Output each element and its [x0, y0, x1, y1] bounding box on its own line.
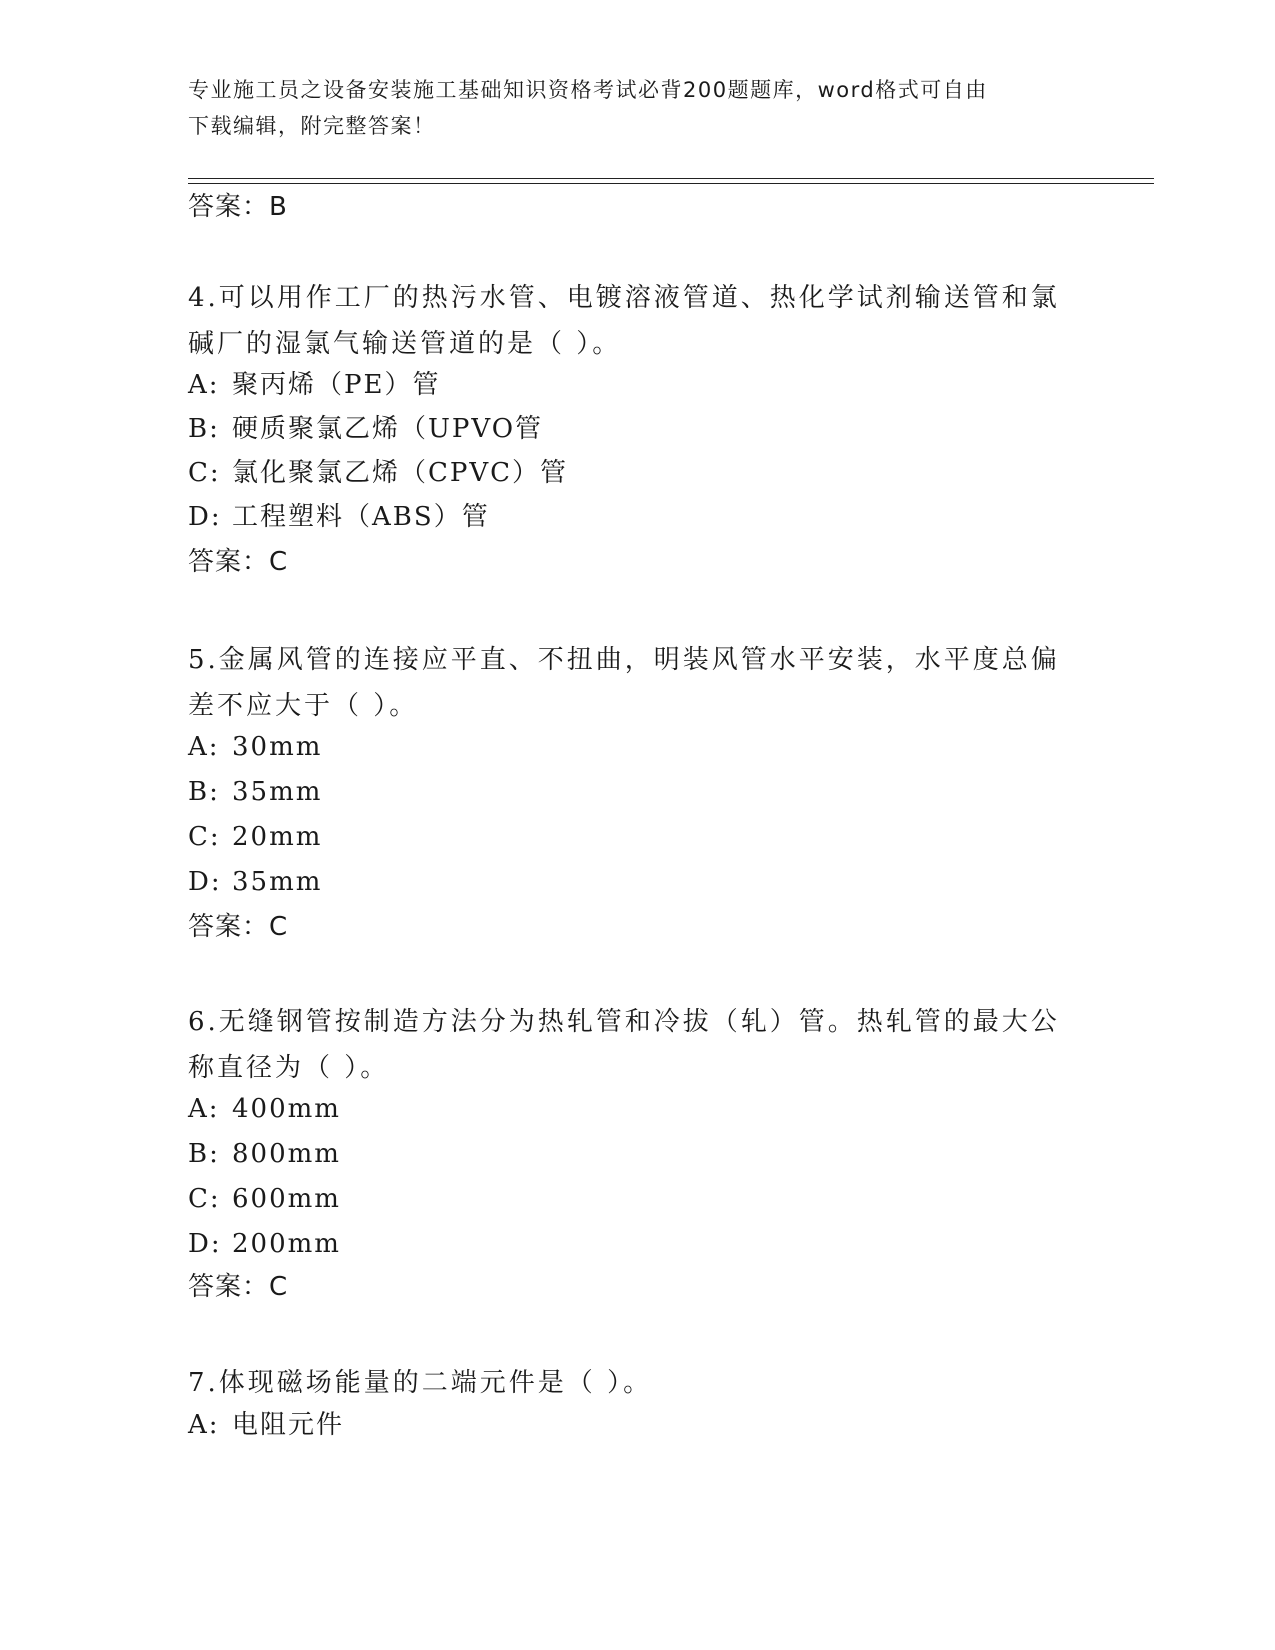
header-line-2: 下载编辑，附完整答案！ — [188, 114, 436, 138]
option-letter: D: — [188, 502, 222, 532]
header-divider-bottom — [188, 183, 1154, 184]
option-c — [188, 1182, 341, 1216]
option-text: 600mm — [232, 1184, 341, 1214]
option-text: 20mm — [232, 822, 323, 852]
option-c — [188, 820, 322, 854]
answer: 答案：C — [188, 1272, 289, 1302]
option-text: 聚丙烯（PE）管 — [232, 370, 441, 400]
option-text: 200mm — [232, 1229, 341, 1259]
question-7 — [188, 1360, 1068, 1406]
option-b — [188, 775, 322, 809]
option-a — [188, 368, 440, 402]
question-text-line: 差不应大于（ ）。 — [188, 691, 419, 721]
option-letter: B: — [188, 1139, 220, 1169]
option-text: 35mm — [232, 777, 323, 807]
option-letter: C: — [188, 1184, 221, 1214]
question-text-line: 7.体现磁场能量的二端元件是（ ）。 — [188, 1368, 653, 1398]
option-text: 工程塑料（ABS）管 — [232, 502, 490, 532]
question-text-line: 碱厂的湿氯气输送管道的是（ ）。 — [188, 329, 622, 359]
option-letter: C: — [188, 822, 221, 852]
option-letter: B: — [188, 777, 220, 807]
header-divider-top — [188, 178, 1154, 179]
option-letter: A: — [188, 370, 220, 400]
option-d — [188, 1227, 341, 1261]
question-text-line: 4.可以用作工厂的热污水管、电镀溶液管道、热化学试剂输送管和氯 — [188, 283, 1060, 313]
option-c — [188, 456, 568, 490]
option-b — [188, 1137, 341, 1171]
option-letter: D: — [188, 1229, 222, 1259]
question-text-line: 5.金属风管的连接应平直、不扭曲，明装风管水平安装，水平度总偏 — [188, 645, 1060, 675]
option-text: 800mm — [232, 1139, 341, 1169]
answer: 答案：C — [188, 547, 289, 577]
header-line-1: 专业施工员之设备安装施工基础知识资格考试必背200题题库，word格式可自由 — [188, 78, 988, 102]
option-letter: D: — [188, 867, 222, 897]
option-text: 30mm — [232, 732, 323, 762]
document-header — [188, 72, 1068, 144]
option-letter: A: — [188, 1094, 220, 1124]
previous-answer: 答案：B — [188, 192, 288, 222]
question-6 — [188, 999, 1068, 1091]
option-text: 硬质聚氯乙烯（UPVO管 — [232, 414, 544, 444]
option-letter: A: — [188, 732, 220, 762]
question-4 — [188, 275, 1068, 367]
option-text: 氯化聚氯乙烯（CPVC）管 — [232, 458, 569, 488]
option-text: 400mm — [232, 1094, 341, 1124]
option-b — [188, 412, 543, 446]
option-letter: C: — [188, 458, 221, 488]
option-letter: B: — [188, 414, 220, 444]
question-text-line: 6.无缝钢管按制造方法分为热轧管和冷拔（轧）管。热轧管的最大公 — [188, 1007, 1060, 1037]
option-a — [188, 1408, 344, 1442]
question-5 — [188, 637, 1068, 729]
option-text: 35mm — [232, 867, 323, 897]
option-d — [188, 865, 322, 899]
option-d — [188, 500, 490, 534]
question-text-line: 称直径为（ ）。 — [188, 1053, 390, 1083]
option-letter: A: — [188, 1410, 220, 1440]
option-text: 电阻元件 — [232, 1410, 345, 1440]
option-a — [188, 730, 322, 764]
answer: 答案：C — [188, 912, 289, 942]
option-a — [188, 1092, 341, 1126]
